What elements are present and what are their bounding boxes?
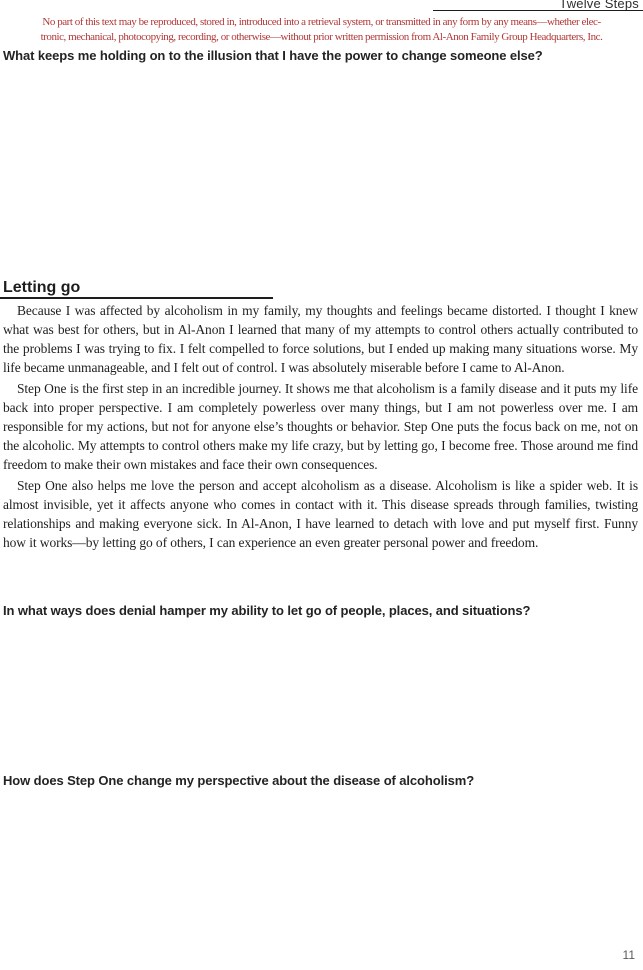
copyright-line-2: tronic, mechanical, photocopying, recording, or otherwise—without prior written permission from Al-Anon Family Group Headquarters, Inc.	[40, 30, 603, 43]
section-body	[3, 301, 638, 554]
question-denial-hamper: In what ways does denial hamper my ability to let go of people, places, and situations?	[3, 603, 531, 618]
section-heading-letting-go: Letting go	[3, 279, 81, 296]
copyright-line-1: No part of this text may be reproduced, stored in, introduced into a retrieval system, or transmitted in any form by any means—whether elec-	[42, 16, 601, 28]
running-header: Twelve Steps	[559, 0, 639, 11]
header-rule	[433, 10, 643, 11]
copyright-notice	[0, 15, 643, 44]
body-paragraph-1: Because I was affected by alcoholism in my family, my thoughts and feelings became distorted. I thought I knew what was best for others, but in Al-Anon I learned that many of my attempts to control others actually contributed to the problems I was trying to fix. I felt compelled to force solutions, but I ended up making many situations worse. My life became unmanageable, and I felt out of control. I was absolutely miserable before I came to Al-Anon.	[3, 303, 638, 375]
body-paragraph-3: Step One also helps me love the person and accept alcoholism as a disease. Alcoholism is like a spider web. It is almost invisible, yet it affects anyone who comes in contact with it. This disease spreads through families, twisting relationships and making everyone sick. In Al-Anon, I have learned to detach with love and put myself first. Funny how it works—by letting go of others, I can experience an even greater personal power and freedom.	[3, 478, 638, 550]
question-power-to-change: What keeps me holding on to the illusion that I have the power to change someone else?	[3, 48, 543, 63]
question-step-one-perspective: How does Step One change my perspective about the disease of alcoholism?	[3, 773, 475, 788]
page-number: 11	[622, 948, 635, 962]
section-heading-rule	[0, 297, 273, 299]
body-paragraph-2: Step One is the first step in an incredible journey. It shows me that alcoholism is a family disease and it puts my life back into proper perspective. I am completely powerless over many things, but I am not powerless over me. I am responsible for my actions, but not for anyone else’s thoughts or behavior. Step One puts the focus back on me, not on the alcoholic. My attempts to control others make my life crazy, but by letting go, I become free. Those around me find freedom to make their own mistakes and face their own consequences.	[3, 381, 638, 472]
